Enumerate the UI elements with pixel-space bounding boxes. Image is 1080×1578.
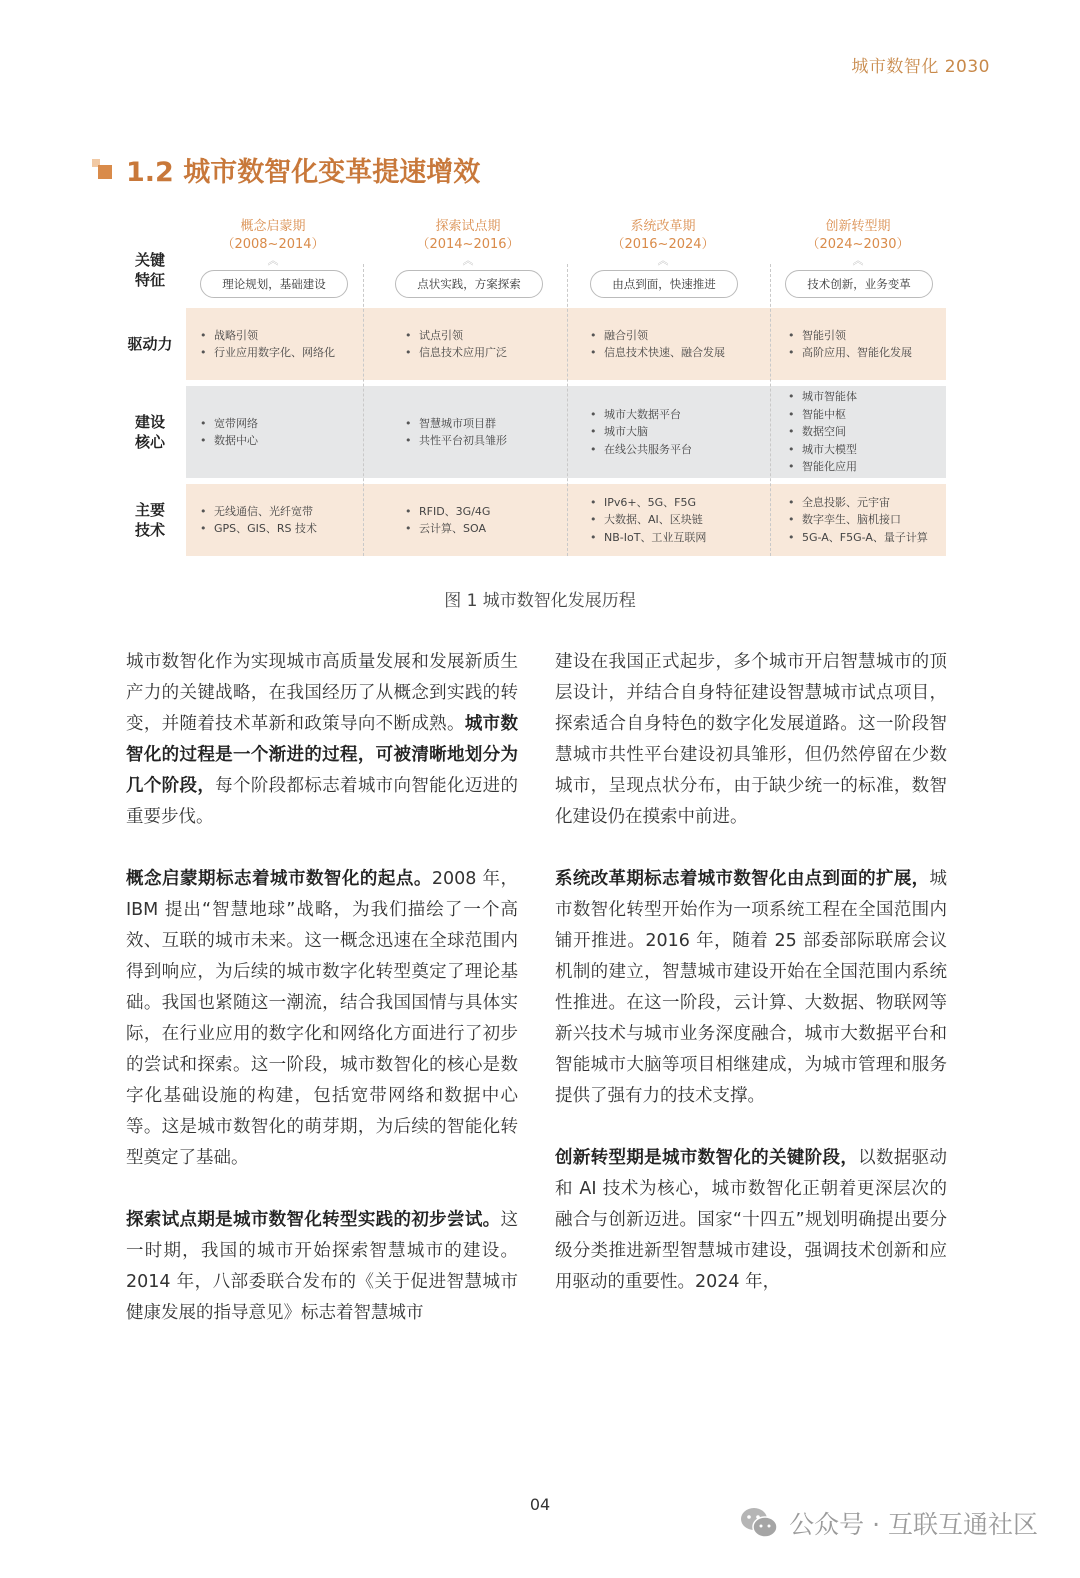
row-label-drivers: 驱动力 — [127, 335, 173, 353]
text-run: 这一时期，我国的城市开始探索智慧城市的建设。2014 年，八部委联合发布的《关于促进智慧城市健康发展的指导意见》标志着智慧城市 — [126, 1210, 518, 1323]
row-label-line: 核心 — [134, 433, 165, 451]
body-column-left — [126, 647, 518, 1360]
list-item: • 大数据、AI、区块链 — [590, 511, 770, 529]
bold-text-run: 城市数智化的过程是一个渐进的过程，可被清晰地划分为几个阶段， — [126, 714, 519, 796]
watermark — [739, 1505, 1038, 1541]
row-label-line: 主要 — [134, 501, 165, 519]
phase-header — [373, 218, 563, 254]
paragraph — [126, 647, 518, 833]
running-header: 城市数智化 2030 — [851, 57, 990, 77]
text-run: 城市数智化作为实现城市高质量发展和发展新质生产力的关键战略，在我国经历了从概念到实践的转变，并随着技术革新和政策导向不断成熟。 — [126, 652, 518, 734]
list-item: • 智慧城市项目群 — [405, 415, 585, 433]
list-item: • NB-IoT、工业互联网 — [590, 529, 770, 547]
section-title: 1.2 城市数智化变革提速增效 — [126, 157, 481, 188]
phase-name: 系统改革期 — [630, 219, 696, 234]
phase-feature-pill: 理论规划，基础建设 — [200, 270, 348, 298]
text-run: 每个阶段都标志着城市向智能化迈进的重要步伐。 — [126, 776, 519, 827]
text-run: 2008 年，IBM 提出“智慧地球”战略，为我们描绘了一个高效、互联的城市未来。这一概念迅速在全球范围内得到响应，为后续的城市数字化转型奠定了理论基础。我国也紧随这一潮流，结合我国国情与具体实际，在行业应用的数字化和网络化方面进行了初步的尝试和探索。这一阶段，城市数智化的核心是数字化基础设施的构建，包括宽带网络和数据中心等。这是城市数智化的萌芽期，为后续的智能化转型奠定了基础。 — [126, 869, 518, 1168]
row-label-line: 技术 — [134, 521, 165, 539]
watermark-text: 公众号 · 互联互通社区 — [789, 1510, 1038, 1539]
paragraph — [126, 1205, 518, 1329]
paragraph — [126, 864, 518, 1174]
phase-header — [763, 218, 953, 254]
phase-tech-cell — [590, 484, 770, 556]
list-item: • 宽带网络 — [200, 415, 380, 433]
phase-core-cell — [200, 386, 380, 478]
page-number: 04 — [529, 1495, 551, 1514]
list-item: • RFID、3G/4G — [405, 503, 585, 521]
list-item: • 行业应用数字化、网络化 — [200, 344, 380, 362]
list-item: • 数据空间 — [788, 423, 968, 441]
phase-tech-cell — [405, 484, 585, 556]
bold-text-run: 创新转型期是城市数智化的关键阶段， — [555, 1148, 859, 1168]
wechat-icon — [739, 1505, 779, 1541]
phase-header — [178, 218, 368, 254]
row-label-line: 关键 — [134, 251, 165, 269]
list-item: • 城市大模型 — [788, 441, 968, 459]
phase-name: 探索试点期 — [435, 219, 501, 234]
phase-header — [568, 218, 758, 254]
development-timeline-figure — [120, 212, 950, 562]
double-chevron-up-icon: ︽ — [852, 254, 864, 267]
phase-core-cell — [405, 386, 585, 478]
phase-drivers-cell — [590, 308, 770, 380]
list-item: • 无线通信、光纤宽带 — [200, 503, 380, 521]
bold-text-run: 概念启蒙期标志着城市数智化的起点。 — [126, 869, 432, 889]
heading-square-icon — [92, 159, 114, 181]
phase-name: 概念启蒙期 — [240, 219, 306, 234]
list-item: • 5G-A、F5G-A、量子计算 — [788, 529, 968, 547]
text-run: 建设在我国正式起步，多个城市开启智慧城市的顶层设计，并结合自身特征建设智慧城市试点项目，探索适合自身特色的数字化发展道路。这一阶段智慧城市共性平台建设初具雏形，但仍然停留在少数城市，呈现点状分布，由于缺少统一的标准，数智化建设仍在摸索中前进。 — [555, 652, 947, 827]
list-item: • 城市智能体 — [788, 388, 968, 406]
phase-drivers-cell — [788, 308, 968, 380]
row-label-line: 特征 — [134, 271, 165, 289]
list-item: • 云计算、SOA — [405, 520, 585, 538]
list-item: • IPv6+、5G、F5G — [590, 494, 770, 512]
list-item: • 在线公共服务平台 — [590, 441, 770, 459]
body-column-right — [555, 647, 947, 1329]
paragraph — [555, 1143, 947, 1298]
bold-text-run: 探索试点期是城市数智化转型实践的初步尝试。 — [126, 1210, 501, 1230]
phase-years: （2008~2014） — [221, 237, 325, 252]
row-label-tech — [120, 500, 180, 540]
list-item: • 城市大数据平台 — [590, 406, 770, 424]
phase-drivers-cell — [405, 308, 585, 380]
phase-years: （2014~2016） — [416, 237, 520, 252]
phase-separator — [770, 264, 771, 556]
list-item: • 数字孪生、脑机接口 — [788, 511, 968, 529]
text-run: 以数据驱动和 AI 技术为核心，城市数智化正朝着更深层次的融合与创新迈进。国家“十四五”规划明确提出要分级分类推进新型智慧城市建设，强调技术创新和应用驱动的重要性。2024 年， — [555, 1148, 948, 1292]
list-item: • 全息投影、元宇宙 — [788, 494, 968, 512]
list-item: • 智能中枢 — [788, 406, 968, 424]
double-chevron-up-icon: ︽ — [462, 254, 474, 267]
list-item: • 城市大脑 — [590, 423, 770, 441]
list-item: • GPS、GIS、RS 技术 — [200, 520, 380, 538]
list-item: • 智能化应用 — [788, 458, 968, 476]
double-chevron-up-icon: ︽ — [267, 254, 279, 267]
list-item: • 高阶应用、智能化发展 — [788, 344, 968, 362]
phase-core-cell — [788, 386, 968, 478]
list-item: • 信息技术快速、融合发展 — [590, 344, 770, 362]
paragraph — [555, 864, 947, 1112]
double-chevron-up-icon: ︽ — [657, 254, 669, 267]
list-item: • 共性平台初具雏形 — [405, 432, 585, 450]
paragraph — [555, 647, 947, 833]
list-item: • 试点引领 — [405, 327, 585, 345]
phase-years: （2016~2024） — [611, 237, 715, 252]
phase-feature-pill: 点状实践，方案探索 — [395, 270, 543, 298]
row-label-line: 建设 — [134, 413, 165, 431]
phase-drivers-cell — [200, 308, 380, 380]
list-item: • 数据中心 — [200, 432, 380, 450]
list-item: • 融合引领 — [590, 327, 770, 345]
row-label-key-features — [120, 250, 180, 290]
list-item: • 战略引领 — [200, 327, 380, 345]
list-item: • 信息技术应用广泛 — [405, 344, 585, 362]
phase-feature-pill: 由点到面，快速推进 — [590, 270, 738, 298]
row-label-core — [120, 412, 180, 452]
phase-feature-pill: 技术创新，业务变革 — [785, 270, 933, 298]
phase-name: 创新转型期 — [825, 219, 891, 234]
section-heading — [92, 150, 480, 189]
figure-caption: 图 1 城市数智化发展历程 — [444, 591, 636, 611]
text-run: 城市数智化转型开始作为一项系统工程在全国范围内铺开推进。2016 年，随着 25 部委部际联席会议机制的建立，智慧城市建设开始在全国范围内系统性推进。在这一阶段，云计算、大数据、物联网等新兴技术与城市业务深度融合，城市大数据平台和智能城市大脑等项目相继建成，为城市管理和服务提供了强有力的技术支撑。 — [555, 869, 947, 1106]
list-item: • 智能引领 — [788, 327, 968, 345]
phase-years: （2024~2030） — [806, 237, 910, 252]
phase-tech-cell — [200, 484, 380, 556]
bold-text-run: 系统改革期标志着城市数智化由点到面的扩展， — [555, 869, 930, 889]
phase-core-cell — [590, 386, 770, 478]
phase-tech-cell — [788, 484, 968, 556]
